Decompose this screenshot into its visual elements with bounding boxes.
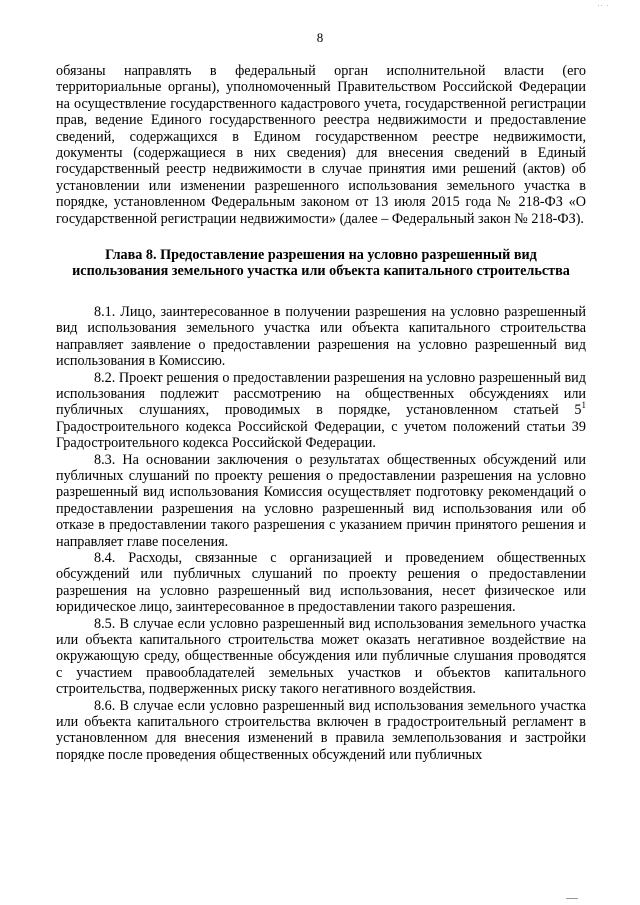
chapter-title: Глава 8. Предоставление разрешения на условно разрешенный вид использования земельного участка или объекта капитального строительства xyxy=(72,247,570,280)
superscript-mark: 1 xyxy=(581,400,586,411)
paragraph-8-2 xyxy=(56,370,586,452)
intro-paragraph: обязаны направлять в федеральный орган исполнительной власти (его территориальные органы), уполномоченный Правительством Российской Федерации на осуществление государственного кадастрового учета, государственной регистрации прав, ведение Единого государственного реестра недвижимости и предоставление сведений, содержащихся в Едином государственном реестре недвижимости, документы (содержащиеся в них сведения) для внесения сведений в Единый государственный реестр недвижимости в случае принятия ими решений (актов) об установлении или изменении разрешенного использования земельного участка в порядке, установленном Федеральным законом от 13 июля 2015 года № 218-ФЗ «О государственной регистрации недвижимости» (далее – Федеральный закон № 218-ФЗ). xyxy=(56,63,586,227)
page-content xyxy=(56,63,586,763)
scan-mark-top: ·· · xyxy=(597,2,610,10)
paragraph-8-6: 8.6. В случае если условно разрешенный вид использования земельного участка или объекта капитального строительства включен в градостроительный регламент в установленном для внесения изменений в правила землепользования и застройки порядке после проведения общественных обсуждений или публичных xyxy=(56,697,586,763)
paragraph-8-2-text-after: Градостроительного кодекса Российской Федерации, с учетом положений статьи 39 Градостроительного кодекса Российской Федерации. xyxy=(56,418,586,452)
paragraph-8-3: 8.3. На основании заключения о результатах общественных обсуждений или публичных слушаний по проекту решения о предоставлении разрешения на условно разрешенный вид использования Комиссия осуществляет подготовку рекомендаций о предоставлении разрешения на условно разрешенный вид использования или об отказе в предоставлении такого разрешения с указанием причин принятого решения и направляет главе поселения. xyxy=(56,451,586,550)
paragraph-8-1: 8.1. Лицо, заинтересованное в получении разрешения на условно разрешенный вид использования земельного участка или объекта капитального строительства направляет заявление о предоставлении разрешения на условно разрешенный вид использования в Комиссию. xyxy=(56,303,586,370)
scan-mark-bottom xyxy=(566,898,578,899)
paragraph-8-5: 8.5. В случае если условно разрешенный вид использования земельного участка или объекта капитального строительства может оказать негативное воздействие на окружающую среду, общественные обсуждения или публичные слушания проводятся с участием правообладателей земельных участков и объектов капитального строительства, подверженных риску такого негативного воздействия. xyxy=(56,615,586,698)
page-number: 8 xyxy=(316,30,324,45)
paragraph-8-4: 8.4. Расходы, связанные с организацией и проведением общественных обсуждений или публичных слушаний по проекту решения о предоставлении разрешения на условно разрешенный вид использования, несет физическое или юридическое лицо, заинтересованное в предоставлении такого разрешения. xyxy=(56,549,586,616)
paragraph-8-2-text-before: 8.2. Проект решения о предоставлении разрешения на условно разрешенный вид использования подлежит рассмотрению на общественных обсуждениях или публичных слушаниях, проводимых в порядке, установленном статьей 5 xyxy=(56,369,586,419)
